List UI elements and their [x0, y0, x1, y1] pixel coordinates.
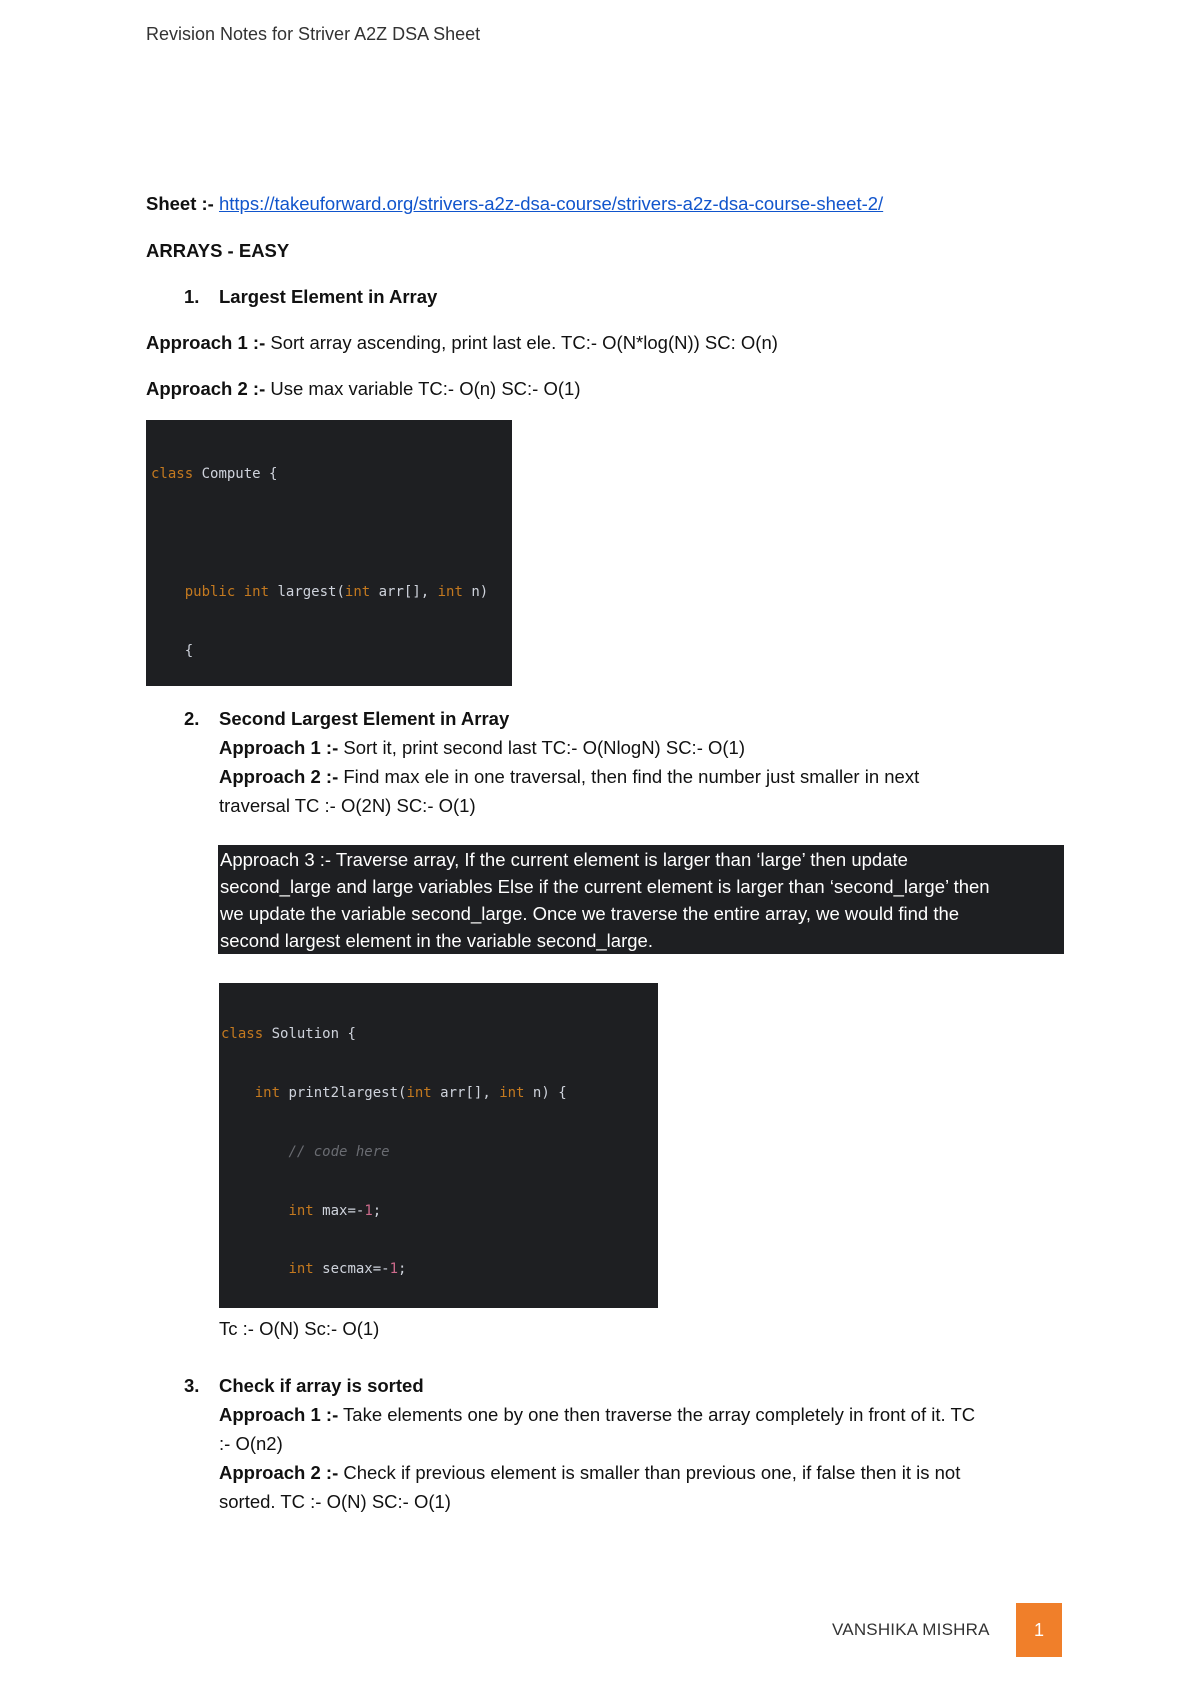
page-header: Revision Notes for Striver A2Z DSA Sheet: [146, 24, 481, 44]
q3-approach-2: [219, 1459, 960, 1487]
approach-label: Approach 2 :-: [146, 378, 266, 399]
code-line: int print2largest(int arr[], int n) {: [254, 1084, 567, 1101]
sheet-line: [146, 190, 883, 218]
q2-approach-1: [219, 734, 745, 762]
approach-label: Approach 1 :-: [219, 737, 339, 758]
q1-number: 1.: [184, 286, 200, 307]
approach-text: Use max variable TC:- O(n) SC:- O(1): [265, 378, 581, 399]
q2-complexity: Tc :- O(N) Sc:- O(1): [219, 1318, 380, 1339]
code-line: int max=-1;: [288, 1202, 382, 1219]
section-title: ARRAYS - EASY: [146, 240, 290, 261]
sheet-link[interactable]: https://takeuforward.org/strivers-a2z-dsa-course/strivers-a2z-dsa-course-sheet-2/: [218, 193, 884, 214]
approach-text: Take elements one by one then traverse the array completely in front of it. TC: [338, 1404, 976, 1425]
approach-3-line: we update the variable second_large. Once we traverse the entire array, we would find the: [220, 903, 960, 924]
q1-approach-1: [146, 329, 778, 357]
q3-number: 3.: [184, 1375, 200, 1396]
approach-text: Check if previous element is smaller than previous one, if false then it is not: [338, 1462, 961, 1483]
q2-code-block: [219, 983, 658, 1308]
q2-approach-2-cont: traversal TC :- O(2N) SC:- O(1): [219, 795, 476, 816]
approach-label: Approach 2 :-: [219, 1462, 339, 1483]
q1-code-block: [146, 420, 512, 686]
q2-title: Second Largest Element in Array: [219, 708, 510, 729]
code-line: class Solution {: [221, 1026, 356, 1043]
approach-label: Approach 2 :-: [219, 766, 339, 787]
approach-3-line: second largest element in the variable second_large.: [220, 930, 653, 951]
code-line: int secmax=-1;: [288, 1261, 407, 1278]
q3-title: Check if array is sorted: [219, 1375, 424, 1396]
footer-author: VANSHIKA MISHRA: [832, 1620, 990, 1639]
code-line: class Compute {: [151, 466, 278, 483]
sheet-label: Sheet :-: [146, 193, 214, 214]
q3-approach-1: [219, 1401, 975, 1429]
q1-title: Largest Element in Array: [219, 286, 438, 307]
q2-number: 2.: [184, 708, 200, 729]
approach-3-line: second_large and large variables Else if the current element is larger than ‘second_large’ then: [220, 876, 990, 897]
q3-approach-2-cont: sorted. TC :- O(N) SC:- O(1): [219, 1491, 451, 1512]
approach-text: Find max ele in one traversal, then find the number just smaller in next: [338, 766, 920, 787]
code-line: // code here: [288, 1143, 390, 1160]
code-line: [151, 524, 512, 544]
page-number-badge: 1: [1016, 1603, 1062, 1657]
approach-text: Sort array ascending, print last ele. TC:- O(N*log(N)) SC: O(n): [265, 332, 778, 353]
approach-label: Approach 1 :-: [219, 1404, 339, 1425]
approach-label: Approach 1 :-: [146, 332, 266, 353]
q2-approach-2: [219, 763, 919, 791]
approach-3-line: Approach 3 :- Traverse array, If the current element is larger than ‘large’ then update: [220, 849, 908, 870]
q3-approach-1-cont: :- O(n2): [219, 1433, 283, 1454]
code-line: {: [151, 642, 194, 659]
code-line: public int largest(int arr[], int n): [184, 583, 489, 600]
approach-text: Sort it, print second last TC:- O(NlogN) SC:- O(1): [338, 737, 745, 758]
q2-approach-3-box: [218, 845, 1064, 954]
q1-approach-2: [146, 375, 580, 403]
